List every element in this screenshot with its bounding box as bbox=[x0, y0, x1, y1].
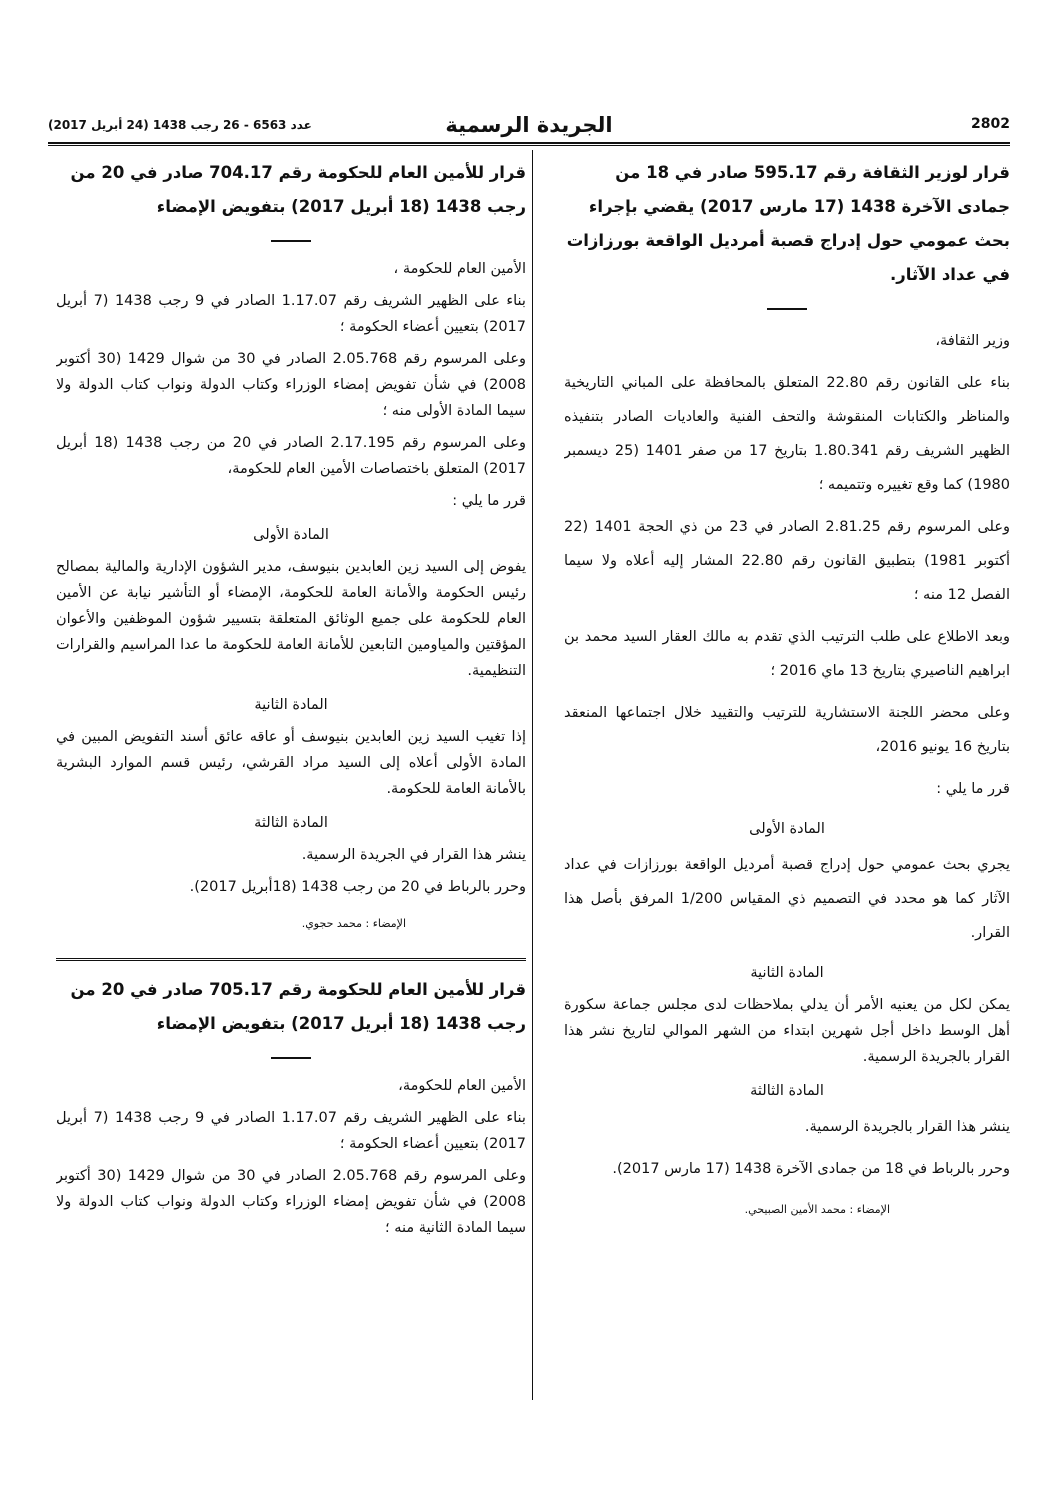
article-heading: المادة الثالثة bbox=[254, 815, 328, 831]
authority-line: الأمين العام للحكومة، bbox=[398, 1078, 526, 1094]
signature: الإمضاء : محمد حجوي. bbox=[301, 917, 406, 930]
done-at-line: وحرر بالرباط في 20 من رجب 1438 (18أبريل 2017). bbox=[189, 879, 526, 895]
preamble-paragraph: وعلى محضر اللجنة الاستشارية للترتيب والتقييد خلال اجتماعها المنعقد بتاريخ 16 يونيو 2016، bbox=[564, 705, 1010, 755]
authority-line: الأمين العام للحكومة ، bbox=[393, 261, 526, 277]
decided-line: قرر ما يلي : bbox=[452, 493, 526, 509]
right-column bbox=[564, 156, 1010, 1425]
preamble-paragraph: وعلى المرسوم رقم 2.17.195 الصادر في 20 من رجب 1438 (18 أبريل 2017) المتعلق باختصاصات الأمين العام للحكومة، bbox=[56, 435, 526, 477]
decree-title: قرار للأمين العام للحكومة رقم 704.17 صادر في 20 من رجب 1438 (18 أبريل 2017) بتفويض الإمضاء bbox=[70, 163, 526, 216]
header-rule-thin bbox=[48, 145, 1010, 146]
left-column bbox=[56, 156, 526, 1425]
preamble-paragraph: بناء على القانون رقم 22.80 المتعلق بالمحافظة على المباني التاريخية والمناظر والكتابات المنقوشة والتحف الفنية والعاديات الصادر بتنفيذه الظهير الشريف رقم 1.80.341 بتاريخ 17 من صفر 1401 (25 ديسمبر 1980) كما وقع تغييره وتتميمه ؛ bbox=[564, 375, 1010, 493]
article-heading: المادة الأولى bbox=[749, 821, 825, 837]
article-heading: المادة الثانية bbox=[750, 965, 824, 981]
decree-title: قرار للأمين العام للحكومة رقم 705.17 صادر في 20 من رجب 1438 (18 أبريل 2017) بتفويض الإمضاء bbox=[70, 980, 526, 1033]
journal-title: الجريدة الرسمية bbox=[445, 113, 613, 137]
article-text: يفوض إلى السيد زين العابدين بنيوسف، مدير الشؤون الإدارية والمالية بمصالح رئيس الحكومة والأمانة العامة للحكومة، الإمضاء أو التأشير نيابة عن الأمين العام للحكومة على جميع الوثائق المتعلقة بتسيير شؤون الموظفين والأعوان المؤقتين والمياومين التابعين للأمانة العامة للحكومة ما عدا المراسيم والقرارات التنظيمية. bbox=[56, 559, 526, 679]
preamble-paragraph: وبعد الاطلاع على طلب الترتيب الذي تقدم به مالك العقار السيد محمد بن ابراهيم الناصيري بتاريخ 13 ماي 2016 ؛ bbox=[564, 629, 1010, 679]
preamble-paragraph: بناء على الظهير الشريف رقم 1.17.07 الصادر في 9 رجب 1438 (7 أبريل 2017) بتعيين أعضاء الحكومة ؛ bbox=[56, 293, 526, 335]
decree-separator-rule bbox=[56, 958, 526, 961]
article-heading: المادة الثالثة bbox=[750, 1083, 824, 1099]
article-heading: المادة الثانية bbox=[254, 697, 328, 713]
preamble-paragraph: وعلى المرسوم رقم 2.05.768 الصادر في 30 من شوال 1429 (30 أكتوبر 2008) في شأن تفويض إمضاء الوزراء وكتاب الدولة ونواب كتاب الدولة ولا سيما المادة الثانية منه ؛ bbox=[56, 1168, 526, 1236]
preamble-paragraph: بناء على الظهير الشريف رقم 1.17.07 الصادر في 9 رجب 1438 (7 أبريل 2017) بتعيين أعضاء الحكومة ؛ bbox=[56, 1110, 526, 1152]
page-header bbox=[48, 112, 1010, 138]
article-text: إذا تغيب السيد زين العابدين بنيوسف أو عاقه عائق أسند التفويض المبين في المادة الأولى أعلاه إلى السيد مراد القرشي، رئيس قسم الموارد البشرية بالأمانة العامة للحكومة. bbox=[56, 729, 526, 797]
decree-title: قرار لوزير الثقافة رقم 595.17 صادر في 18 من جمادى الآخرة 1438 (17 مارس 2017) يقضي بإجراء بحث عمومي حول إدراج قصبة أمرديل الواقعة بورزازات في عداد الآثار. bbox=[566, 163, 1010, 284]
page-number: 2802 bbox=[971, 116, 1010, 132]
article-text: ينشر هذا القرار في الجريدة الرسمية. bbox=[301, 847, 526, 863]
issue-info: عدد 6563 - 26 رجب 1438 (24 أبريل 2017) bbox=[48, 118, 312, 132]
authority-line: وزير الثقافة، bbox=[935, 333, 1010, 349]
decided-line: قرر ما يلي : bbox=[936, 781, 1010, 797]
article-text: يجري بحث عمومي حول إدراج قصبة أمرديل الواقعة بورزازات في عداد الآثار كما هو محدد في التصميم ذي المقياس 1/200 المرفق بأصل هذا القرار. bbox=[564, 857, 1010, 941]
article-text: ينشر هذا القرار بالجريدة الرسمية. bbox=[804, 1119, 1010, 1135]
done-at-line: وحرر بالرباط في 18 من جمادى الآخرة 1438 (17 مارس 2017). bbox=[612, 1161, 1010, 1177]
column-divider bbox=[532, 150, 533, 1400]
preamble-paragraph: وعلى المرسوم رقم 2.05.768 الصادر في 30 من شوال 1429 (30 أكتوبر 2008) في شأن تفويض إمضاء الوزراء وكتاب الدولة ونواب كتاب الدولة ولا سيما المادة الأولى منه ؛ bbox=[56, 351, 526, 419]
separator bbox=[271, 1057, 311, 1059]
header-rule bbox=[48, 142, 1010, 144]
preamble-paragraph: وعلى المرسوم رقم 2.81.25 الصادر في 23 من ذي الحجة 1401 (22 أكتوبر 1981) بتطبيق القانون رقم 22.80 المشار إليه أعلاه ولا سيما الفصل 12 منه ؛ bbox=[564, 519, 1010, 603]
separator bbox=[767, 308, 807, 310]
separator bbox=[271, 240, 311, 242]
article-text: يمكن لكل من يعنيه الأمر أن يدلي بملاحظات لدى مجلس جماعة سكورة أهل الوسط داخل أجل شهرين ابتداء من الشهر الموالي لتاريخ نشر هذا القرار بالجريدة الرسمية. bbox=[564, 997, 1010, 1065]
signature: الإمضاء : محمد الأمين الصبيحي. bbox=[744, 1203, 890, 1216]
article-heading: المادة الأولى bbox=[253, 527, 329, 543]
